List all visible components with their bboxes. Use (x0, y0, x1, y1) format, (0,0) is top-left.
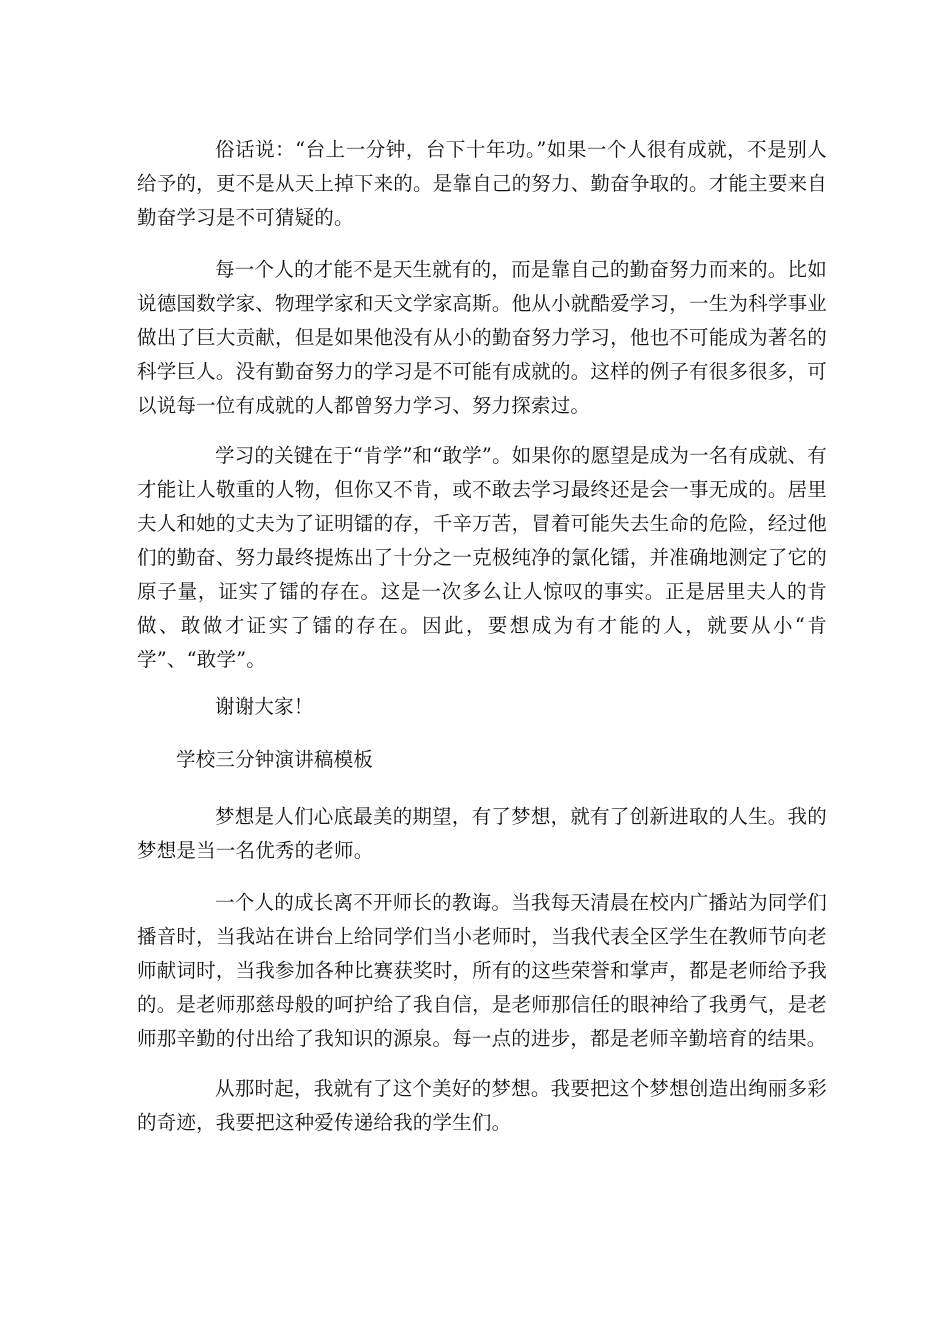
paragraph: 从那时起，我就有了这个美好的梦想。我要把这个梦想创造出绚丽多彩的奇迹，我要把这种爱传递给我的学生们。 (137, 1077, 827, 1134)
paragraph: 每一个人的才能不是天生就有的，而是靠自己的勤奋努力而来的。比如说德国数学家、物理学家和天文学家高斯。他从小就酷爱学习，一生为科学事业做出了巨大贡献，但是如果他没有从小的勤奋努力学习，他也不可能成为著名的科学巨人。没有勤奋努力的学习是不可能有成就的。这样的例子有很多很多，可以说每一位有成就的人都曾努力学习、努力探索过。 (137, 258, 827, 417)
paragraph: 学习的关键在于“肯学”和“敢学”。如果你的愿望是成为一名有成就、有才能让人敬重的人物，但你又不肯，或不敢去学习最终还是会一事无成的。居里夫人和她的丈夫为了证明镭的存，千辛万苦，冒着可能失去生命的危险，经过他们的勤奋、努力最终提炼出了十分之一克极纯净的氯化镭，并准确地测定了它的原子量，证实了镭的存在。这是一次多么让人惊叹的事实。正是居里夫人的肯做、敢做才证实了镭的存在。因此，要想成为有才能的人，就要从小“肯学”、“敢学”。 (137, 444, 827, 671)
paragraph-block (137, 1072, 827, 1140)
paragraph: 俗话说：“台上一分钟，台下十年功。”如果一个人很有成就，不是别人给予的，更不是从天上掉下来的。是靠自己的努力、勤奋争取的。才能主要来自勤奋学习是不可猜疑的。 (137, 138, 827, 229)
paragraph-block (137, 133, 827, 235)
paragraph-block (137, 886, 827, 1056)
paragraph-block (137, 439, 827, 677)
paragraph-block (137, 253, 827, 423)
paragraph-block (137, 800, 827, 868)
section-heading-block (137, 743, 827, 777)
paragraph-block (137, 690, 827, 724)
paragraph: 梦想是人们心底最美的期望，有了梦想，就有了创新进取的人生。我的梦想是当一名优秀的老师。 (137, 805, 827, 862)
closing-line: 谢谢大家！ (215, 695, 314, 718)
paragraph: 一个人的成长离不开师长的教诲。当我每天清晨在校内广播站为同学们播音时，当我站在讲台上给同学们当小老师时，当我代表全区学生在教师节向老师献词时，当我参加各种比赛获奖时，所有的这些荣誉和掌声，都是老师给予我的。是老师那慈母般的呵护给了我自信，是老师那信任的眼神给了我勇气，是老师那辛勤的付出给了我知识的源泉。每一点的进步，都是老师辛勤培育的结果。 (137, 891, 827, 1050)
section-title: 学校三分钟演讲稿模板 (176, 748, 374, 771)
